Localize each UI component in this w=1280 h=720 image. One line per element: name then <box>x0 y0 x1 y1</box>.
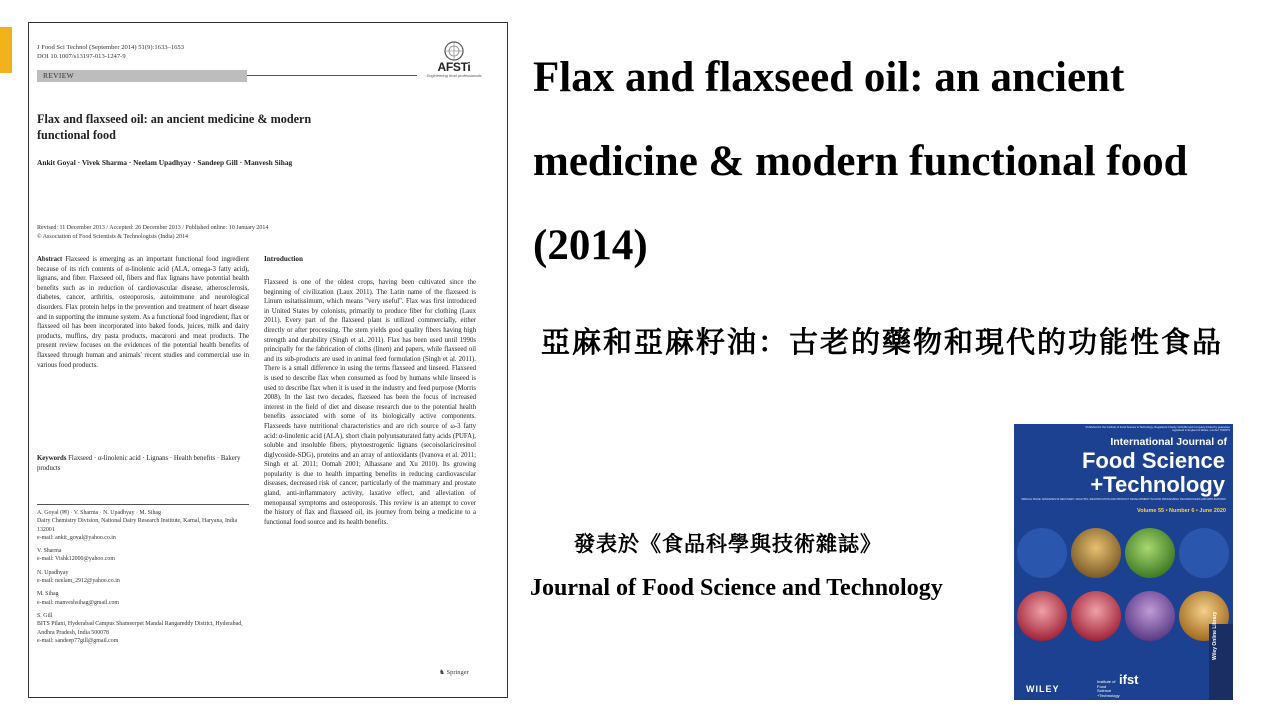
cover-petri-circle <box>1017 591 1067 641</box>
cover-society-name: Institute of Food Science +Technology <box>1097 679 1120 698</box>
cover-dna-circle <box>1125 591 1175 641</box>
journal-cover <box>1014 424 1233 700</box>
intro-heading: Introduction <box>264 255 304 263</box>
doi: DOI 10.1007/s13197-013-1247-9 <box>37 53 126 60</box>
afsti-tagline: Engineering food professionals <box>426 73 482 78</box>
cover-wheat-circle <box>1071 528 1121 578</box>
slide-accent-bar <box>0 27 12 73</box>
published-in-english: Journal of Food Science and Technology <box>530 575 943 601</box>
cover-special-issue: SPECIAL ISSUE: ADVANCES IN RECOVERY, ANALYSIS, IDENTIFICATION AND PRODUCT DEVELOPMENT IN FOOD PROCESSING TECHNOLOGIES AND APPLICATIONS <box>1021 498 1226 501</box>
affiliation-block: A. Goyal (✉) · V. Sharma · N. Upadhyay · M. Sihag Dairy Chemistry Division, National Dairy Research Institute, Karnal, Haryana, India 132001 e-mail: ankit_goyal@yahoo.co.in <box>37 510 238 541</box>
afsti-logo <box>422 39 486 85</box>
copyright: © Association of Food Scientists & Technologists (India) 2014 <box>37 233 189 240</box>
paper-dates <box>37 224 337 241</box>
springer-horse-icon: ♞ <box>439 669 445 676</box>
affiliation-block: M. Sihag e-mail: manveshsihag@gmail.com <box>37 591 119 606</box>
abstract-text: Flaxseed is emerging as an important functional food ingredient because of its rich contents of α-linolenic acid (ALA, omega-3 fatty acid), lignans, and fiber. Flaxseed oil, fibers and flax lignans have potential health benefits such as in reduction of cardiovascular disease, atherosclerosis, diabetes, cancer, arthritis, osteoporosis, autoimmune and neurological disorders. Flax protein helps in the prevention and treatment of heart disease and in supporting the immune system. As a functional food ingredient, flax or flaxseed oil has been incorporated into baked foods, juices, milk and dairy products, muffins, dry pasta products, macaroni and meat products. The present review focuses on the evidences of the potential health benefits of flaxseed through human and animals' recent studies and commercial use in various food products. <box>37 256 249 369</box>
paper-title: Flax and flaxseed oil: an ancient medicine & modern functional food <box>37 112 312 142</box>
cover-library-label: Wiley Online Library <box>1212 611 1218 660</box>
cover-header-small: Published for the Institute of Food Science & Technology. Registered Charity 1131462 and Company limited by guarantee registered in England & Wales, number 7039579 <box>1085 426 1230 433</box>
journal-citation: J Food Sci Technol (September 2014) 51(9):1633–1653 <box>37 44 185 51</box>
afsti-emblem-icon <box>441 39 467 61</box>
paper-authors: Ankit Goyal · Vivek Sharma · Neelam Upadhyay · Sandeep Gill · Manvesh Sihag <box>37 158 293 167</box>
section-label: REVIEW <box>37 70 247 82</box>
cover-journal-intl: International Journal of <box>1110 436 1227 448</box>
springer-label: Springer <box>446 669 469 676</box>
slide-title-chinese: 亞麻和亞麻籽油：古老的藥物和現代的功能性食品 <box>541 325 1224 359</box>
paper-header <box>37 43 337 61</box>
springer-logo <box>439 668 469 676</box>
keywords-label: Keywords <box>37 455 67 462</box>
cover-title-line-1: Food Science <box>1081 448 1225 473</box>
cover-circle-images <box>1014 520 1233 665</box>
cover-volume: Volume 55 • Number 6 • June 2020 <box>1136 508 1226 514</box>
cover-blank-circle <box>1179 528 1229 578</box>
slide-title-english: Flax and flaxseed oil: an ancient medicine & modern functional food (2014) <box>533 54 1188 269</box>
cover-publisher: WILEY <box>1026 684 1060 694</box>
affiliation-block: N. Upadhyay e-mail: neelam_2912@yahoo.co.in <box>37 569 120 585</box>
paper-first-page <box>28 22 508 698</box>
cover-lab-circle <box>1071 591 1121 641</box>
affiliation-rule <box>37 504 249 505</box>
intro-text: Flaxseed is one of the oldest crops, having been cultivated since the beginning of civilization (Laux 2011). The Latin name of the flaxseed is Linum usitatissimum, which means "very useful". Flax was first introduced in United States by colonists, primarily to produce fiber for clothing (Laux 2011). Every part of the flaxseed plant is utilized commercially, either directly or after processing. The stem yields good quality fibers having high strength and durability (Singh et al. 2011). Flax has been used until 1990s principally for the fabrication of cloths (linen) and papers, while flaxseed oil and its sub-products are used in animal feed formulation (Singh et al. 2011). There is a small difference in using the terms flaxseed and linseed. Flaxseed is used to describe flax when consumed as food by humans while linseed is used to describe flax when it is used in the industry and feed purpose (Morris 2008). In the last two decades, flaxseed has been the focus of increased interest in the field of diet and disease research due to the potential health benefits associated with some of its biologically active components. Flaxseeds have nutritional characteristics and are rich source of ω-3 fatty acid: α-linolenic acid (ALA), short chain polyunsaturated fatty acids (PUFA), soluble and insoluble fibers, phytoestrogenic lignans (secoisolariciresinol diglycoside-SDG), proteins and an array of antioxidants (Ivanova et al. 2011; Singh et al. 2011; Oomah 2001; Alhassane and Xu 2010). Its growing popularity is due to health imparting benefits in reducing cardiovascular diseases, decreased risk of cancer, particularly of the mammary and prostate gland, anti-inflammatory activity, laxative effect, and alleviation of menopausal symptoms and osteoporosis. This review is an attempt to cover the history of flax and flaxseed oil, its journey from being a medicine to a functional food source and its health benefits. <box>264 279 476 526</box>
affiliation-block: S. Gill BITS Pilani, Hyderabad Campus Shameerpet Mandal Rangareddy District, Hyderabad, Andhra Pradesh, India 500078 e-mail: sandeep77gill@gmail.com <box>37 612 243 644</box>
published-in-chinese: 發表於《食品科學與技術雜誌》 <box>574 532 882 556</box>
abstract <box>37 255 249 370</box>
cover-vegetable-circle <box>1125 528 1175 578</box>
keywords <box>37 454 249 473</box>
cover-blank-circle <box>1017 528 1067 578</box>
cover-society-mark: ifst <box>1119 672 1139 687</box>
afsti-logo-text: AFSTi <box>437 60 471 74</box>
publication-dates: Revised: 11 December 2013 / Accepted: 26 December 2013 / Published online: 10 January 2014 <box>37 225 269 231</box>
cover-journal-title <box>1014 449 1225 497</box>
cover-title-line-2: +Technology <box>1090 472 1225 497</box>
affiliation-block: V. Sharma e-mail: Vishk12000@yahoo.com <box>37 548 115 563</box>
affiliations <box>37 509 252 650</box>
cover-society <box>1097 672 1139 698</box>
abstract-label: Abstract <box>37 256 63 263</box>
header-rule <box>247 75 417 76</box>
keywords-text: Flaxseed · α-linolenic acid · Lignans · Health benefits · Bakery products <box>37 455 241 472</box>
